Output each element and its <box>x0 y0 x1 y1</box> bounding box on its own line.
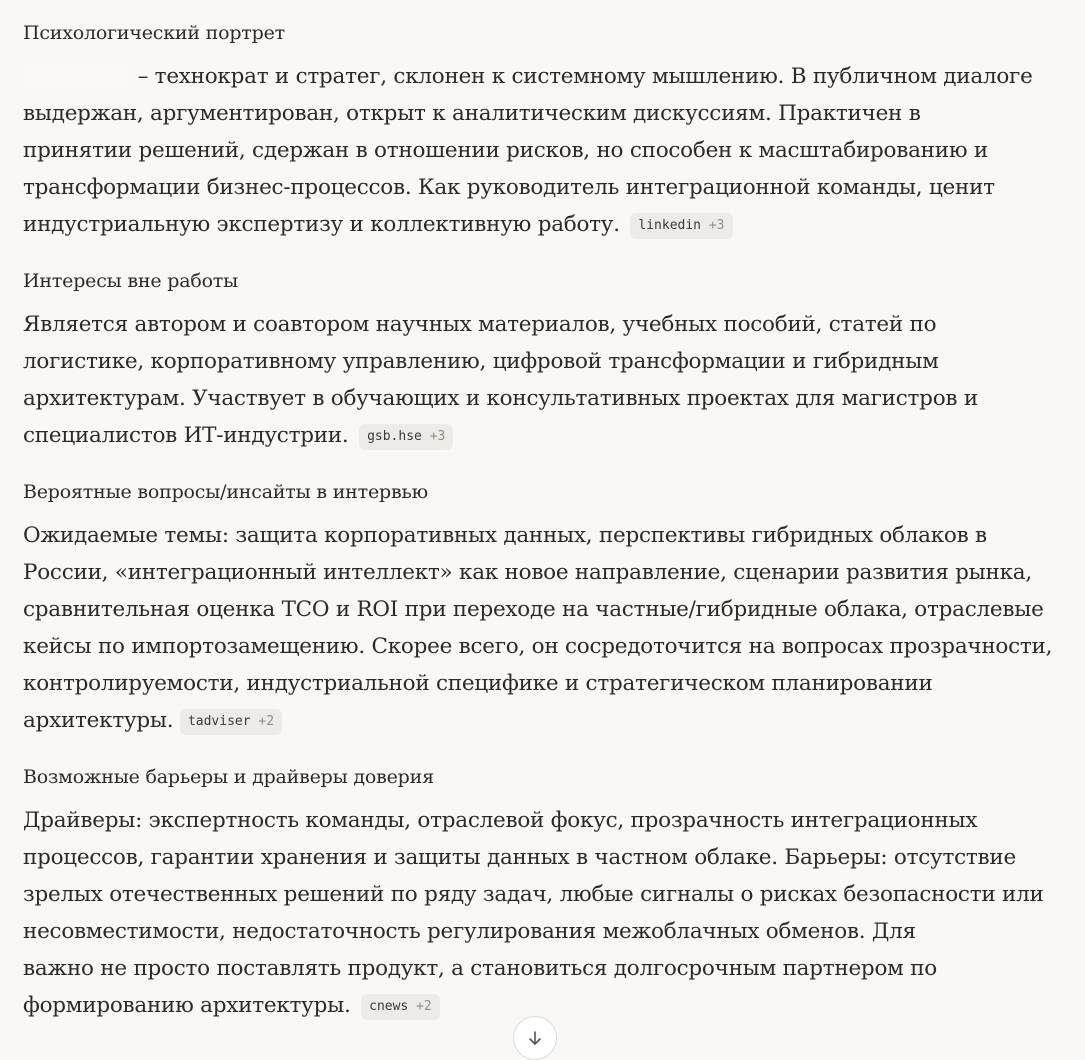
source-label: gsb.hse <box>367 429 422 444</box>
section-psych-portrait-body <box>23 58 1033 243</box>
source-chip[interactable] <box>361 994 440 1020</box>
section-interests <box>23 268 1063 294</box>
paragraph-text-before: Драйверы: экспертность команды, отраслевой фокус, прозрачность интеграционных процессов, гарантии хранения и защиты данных в частном облаке. Барьеры: отсутствие зрелых отечественных решений по ряду задач, любые сигналы о рисках безопасности или несовместимости, недостаточность регулирования межоблачных обменов. Для <box>23 808 1044 944</box>
section-title: Возможные барьеры и драйверы доверия <box>23 766 434 788</box>
section-interests-body <box>23 306 1023 454</box>
section-trust-barriers-body <box>23 802 1053 1024</box>
section-title: Вероятные вопросы/инсайты в интервью <box>23 481 428 503</box>
redacted-company <box>922 921 1032 943</box>
paragraph-text: – технократ и стратег, склонен к системному мышлению. В публичном диалоге выдержан, аргументирован, открыт к аналитическим дискуссиям. Практичен в принятии решений, сдержан в отношении рисков, но способен к масштабированию и трансформации бизнес-процессов. Как руководитель интеграционной команды, ценит индустриальную экспертизу и коллективную работу. <box>23 64 1033 237</box>
section-psych-portrait <box>23 20 1063 46</box>
source-chip[interactable] <box>630 213 732 239</box>
section-trust-barriers <box>23 764 1063 790</box>
source-label: cnews <box>369 999 409 1014</box>
redacted-name <box>23 66 131 88</box>
source-chip[interactable] <box>359 424 453 450</box>
paragraph-text: Является автором и соавтором научных материалов, учебных пособий, статей по логистике, корпоративному управлению, цифровой трансформации и гибридным архитектурам. Участвует в обучающих и консультативных проектах для магистров и специалистов ИТ-индустрии. <box>23 312 978 448</box>
section-title: Интересы вне работы <box>23 270 239 292</box>
paragraph <box>23 517 1053 739</box>
source-more-count: +3 <box>429 429 446 444</box>
source-more-count: +3 <box>708 218 725 233</box>
section-interview-questions-body <box>23 517 1053 739</box>
arrow-down-icon <box>526 1029 544 1047</box>
paragraph-text-after: важно не просто поставлять продукт, а становиться долгосрочным партнером по формированию архитектуры. <box>23 956 937 1018</box>
source-label: linkedin <box>638 218 702 233</box>
paragraph <box>23 58 1033 243</box>
source-chip[interactable] <box>180 709 282 735</box>
source-more-count: +2 <box>416 999 432 1014</box>
scroll-to-bottom-button[interactable] <box>513 1016 557 1060</box>
paragraph <box>23 802 1053 1024</box>
paragraph <box>23 306 1023 454</box>
source-more-count: +2 <box>258 714 275 729</box>
section-interview-questions <box>23 479 1063 505</box>
paragraph-text: Ожидаемые темы: защита корпоративных данных, перспективы гибридных облаков в России, «интеграционный интеллект» как новое направление, сценарии развития рынка, сравнительная оценка TCO и ROI при переходе на частные/гибридные облака, отраслевые кейсы по импортозамещению. Скорее всего, он сосредоточится на вопросах прозрачности, контролируемости, индустриальной специфике и стратегическом планировании архитектуры. <box>23 523 1053 733</box>
section-title: Психологический портрет <box>23 22 285 44</box>
source-label: tadviser <box>187 714 251 729</box>
